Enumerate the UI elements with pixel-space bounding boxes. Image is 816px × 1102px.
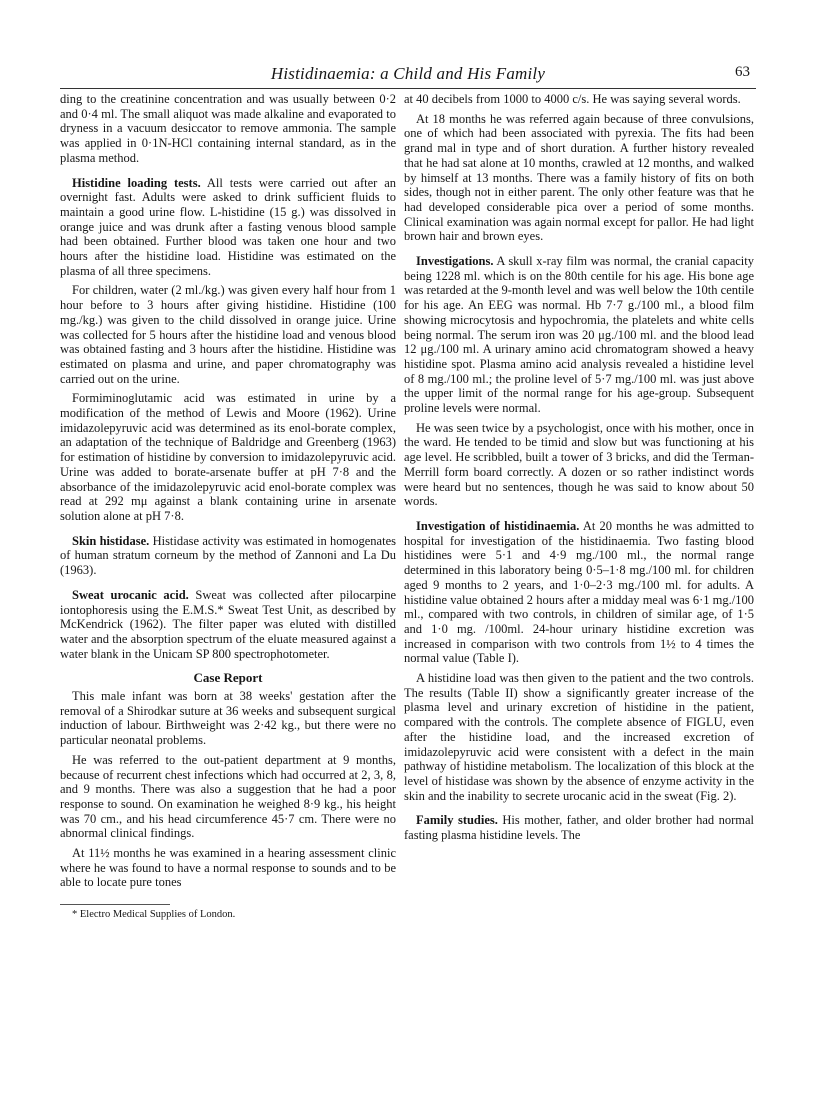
right-column: [404, 92, 754, 848]
paragraph-loading-tests: [60, 176, 396, 279]
paragraph-psychologist: He was seen twice by a psychologist, once with his mother, once in the ward. He tended to be timid and slow but was functioning at his age level. He scribbled, built a tower of 3 bricks, and did the Terman-Merrill form board correctly. A dozen or so rather indistinct words were heard but no sentences, though he was said to know about 50 words.: [404, 420, 754, 509]
heading-histidine-loading-tests: Histidine loading tests.: [72, 175, 201, 190]
paragraph-family-studies: [404, 813, 754, 842]
paragraph-case-birth: This male infant was born at 38 weeks' gestation after the removal of a Shirodkar suture at 36 weeks and subsequent surgical induction of labour. Birthweight was 2·42 kg., but there were no particular neonatal problems.: [60, 689, 396, 748]
histidinaemia-text: At 20 months he was admitted to hospital for investigation of the histidinaemia. Two fasting blood histidines were 5·1 and 4·9 mg./100 ml., the normal range determined in this laboratory being 0·5–1·8 mg./100 ml. for children aged 9 months to 2 years, and 1·0–2·3 mg./100 ml. for adults. A histidine value obtained 2 hours after a midday meal was 6·1 mg./100 ml., compared with two controls, in children of similar age, of 1·5 and 1·0 mg. /100ml. 24-hour urinary histidine excretion was increased in comparison with two controls from 1½ to 4 times the normal value (Table I).: [404, 518, 754, 666]
sweat-urocanic-text: Sweat was collected after pilocarpine iontophoresis using the E.M.S.* Sweat Test Unit, as described by McKendrick (1962). The filter paper was eluted with distilled water and the absorption spectrum of the eluate measured against a water blank in the Unicam SP 800 spectrophotometer.: [60, 587, 397, 661]
paragraph-case-referral: He was referred to the out-patient department at 9 months, because of recurrent chest infections which had occurred at 2, 3, 8, and 9 months. There was also a suggestion that he had a poor response to sound. On examination he weighed 8·9 kg., his height was 70 cm., and his head circumference 45·7 cm. There were no abnormal clinical findings.: [60, 752, 396, 841]
paragraph-18-months: At 18 months he was referred again because of three convulsions, one of which had been associated with pyrexia. The fits had been grand mal in type and of short duration. A further history revealed that he had sat alone at 10 months, crawled at 12 months, and walked by himself at 13 months. There was a family history of fits on both sides, though not in either parent. The only other feature was that he had developed considerable pica over a period of some months. Clinical examination was again normal except for pallor. He had light brown hair and brown eyes.: [404, 111, 754, 244]
family-studies-text: His mother, father, and older brother had normal fasting plasma histidine levels. The: [404, 813, 755, 843]
loading-tests-text: All tests were carried out after an overnight fast. Adults were asked to drink sufficient fluids to maintain a good urine flow. L-histidine (15 g.) was dissolved in orange juice and was drunk after a fasting venous blood sample had been obtained. Further blood was taken one hour and two hours after the histidine load. Histidine was estimated on the plasma of all three specimens.: [60, 175, 396, 278]
heading-case-report: Case Report: [193, 670, 263, 686]
paragraph-case-hearing: At 11½ months he was examined in a hearing assessment clinic where he was found to have a normal response to sounds and to be able to locate pure tones: [60, 846, 396, 890]
paragraph-skin-histidase: [60, 534, 396, 578]
paragraph-sweat-urocanic: [60, 588, 396, 662]
page-number: 63: [735, 64, 750, 80]
paragraph-investigations: [404, 254, 754, 416]
paragraph-histidine-load: A histidine load was then given to the patient and the two controls. The results (Table II) show a significantly greater increase of the plasma level and urinary excretion of histidine in the patient, compared with the controls. The complete absence of FIGLU, even after the histidine load, and the increased excretion of imidazolepyruvic acid were consistent with a defect in the main pathway of histidine metabolism. The localization of this block at the level of histidase was shown by the absence of enzyme activity in the skin and the inability to secrete urocanic acid in the sweat (Fig. 2).: [404, 671, 754, 803]
heading-family-studies: Family studies.: [416, 813, 498, 828]
paragraph-figlu-method: Formiminoglutamic acid was estimated in urine by a modification of the method of Lewis and Moore (1962). Urine imidazolepyruvic acid was determined as its enol-borate complex, an adaptation of the technique of Baldridge and Greenberg (1963) for estimation of histidine by conversion to imidazolepyruvic acid. Urine was added to borate-arsenate buffer at pH 7·8 and the absorbance of the imidazolepyruvic acid enol-borate complex was read at 292 mμ against a blank containing urine in arsenate solution alone at pH 7·8.: [60, 391, 396, 523]
left-column: [60, 92, 396, 923]
footnote-divider: [60, 904, 170, 905]
heading-investigations: Investigations.: [416, 254, 494, 269]
heading-sweat-urocanic-acid: Sweat urocanic acid.: [72, 587, 189, 602]
paragraph-investigation-histidinaemia: [404, 519, 754, 666]
paragraph-urine-method: ding to the creatinine concentration and was usually between 0·2 and 0·4 ml. The small aliquot was made alkaline and evaporated to dryness in a vacuum desiccator to remove ammonia. The sample was applied in 0·1N-HCl containing internal standard, as in the plasma method.: [60, 92, 396, 165]
investigations-text: A skull x-ray film was normal, the cranial capacity being 1228 ml. which is on the 80th centile for his age. His bone age was retarded at the 9-month level and was well below the 10th centile for his age. An EEG was normal. Hb 7·7 g./100 ml., a blood film showing microcytosis and hypochromia, the platelets and white cells being normal. The serum iron was 20 μg./100 ml. and the blood lead 12 μg./100 ml. A urinary amino acid chromatogram showed a heavy histidine spot. Plasma amino acid analysis revealed a histidine level of 8 mg./100 ml.; the proline level of 5·7 mg./100 ml. was just above the upper limit of the normal range for his age-group. Subsequent proline levels were normal.: [404, 254, 754, 416]
paragraph-hearing-continued: at 40 decibels from 1000 to 4000 c/s. He was saying several words.: [404, 92, 741, 106]
running-header: [60, 64, 756, 89]
skin-histidase-text: Histidase activity was estimated in homogenates of human stratum corneum by the method of Zannoni and La Du (1963).: [60, 533, 396, 578]
heading-skin-histidase: Skin histidase.: [72, 533, 150, 548]
running-title: Histidinaemia: a Child and His Family: [270, 64, 546, 83]
heading-investigation-of-histidinaemia: Investigation of histidinaemia.: [416, 518, 580, 533]
paragraph-children-loading: For children, water (2 ml./kg.) was given every half hour from 1 hour before to 3 hours after giving histidine. Histidine (100 mg./kg.) was given to the child dissolved in orange juice. Urine was collected for 5 hours after the histidine load and venous blood was obtained fasting and 3 hours after the histidine. Histidine was estimated on plasma and urine, and paper chromatography was carried out on the urine.: [60, 283, 396, 386]
footnote: * Electro Medical Supplies of London.: [72, 909, 236, 921]
